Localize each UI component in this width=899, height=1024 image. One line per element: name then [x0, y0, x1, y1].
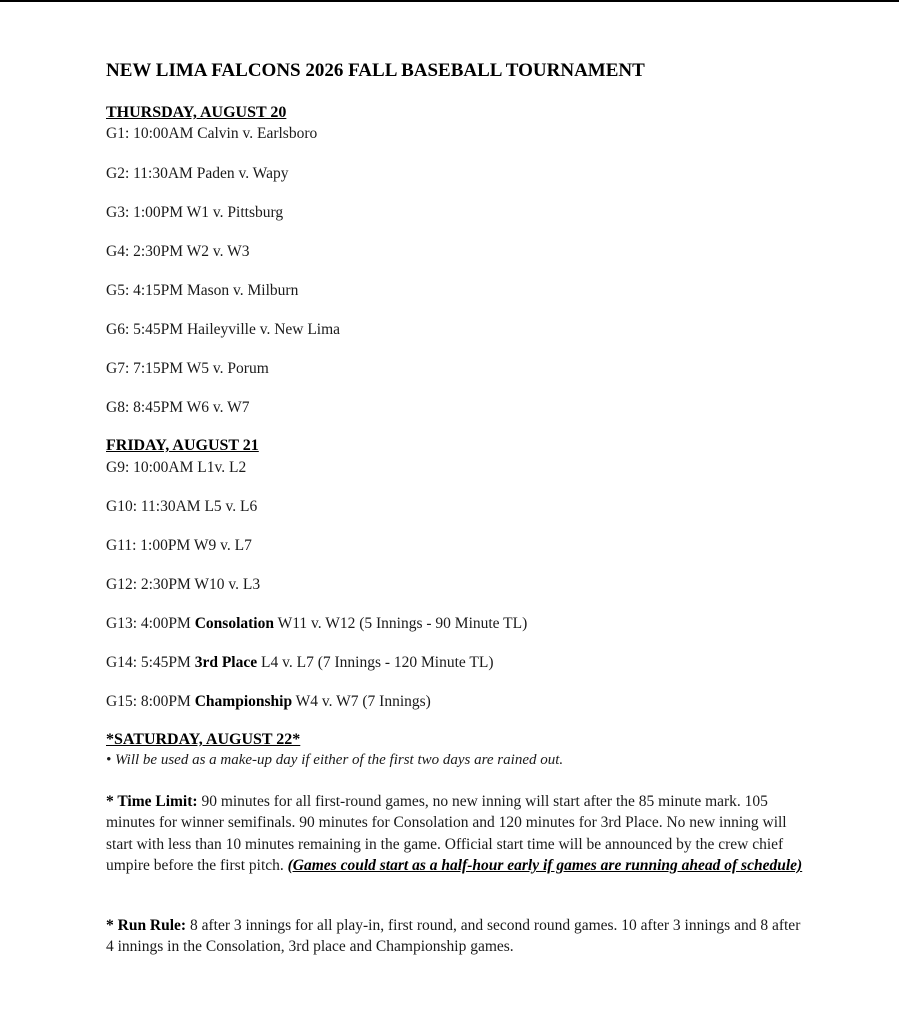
game-g6: G6: 5:45PM Haileyville v. New Lima: [106, 321, 341, 338]
run-rule-label: * Run Rule:: [106, 917, 187, 934]
page-title: NEW LIMA FALCONS 2026 FALL BASEBALL TOURNAMENT: [106, 60, 645, 81]
time-limit-emphasis: (Games could start as a half-hour early if games are running ahead of schedule): [287, 856, 803, 874]
game-g14: [106, 653, 494, 673]
game-g14-time: G14: 5:45PM: [106, 654, 195, 671]
game-g15-time: G15: 8:00PM: [106, 693, 195, 710]
game-g15-label: Championship: [194, 693, 293, 710]
run-rule-paragraph: [106, 915, 806, 958]
game-g14-label: 3rd Place: [194, 654, 258, 671]
game-g14-matchup: L4 v. L7 (7 Innings - 120 Minute TL): [257, 654, 494, 671]
game-g8: G8: 8:45PM W6 v. W7: [106, 399, 250, 416]
game-g3: G3: 1:00PM W1 v. Pittsburg: [106, 204, 284, 221]
game-g1: G1: 10:00AM Calvin v. Earlsboro: [106, 125, 318, 142]
time-limit-label: * Time Limit:: [106, 793, 198, 810]
game-g13: [106, 614, 527, 634]
game-g4: G4: 2:30PM W2 v. W3: [106, 243, 250, 260]
time-limit-paragraph: [106, 791, 806, 876]
game-g11: G11: 1:00PM W9 v. L7: [106, 537, 252, 554]
game-g12: G12: 2:30PM W10 v. L3: [106, 576, 261, 593]
thursday-heading: THURSDAY, AUGUST 20: [106, 104, 287, 121]
game-g15-matchup: W4 v. W7 (7 Innings): [292, 693, 431, 710]
run-rule-text: 8 after 3 innings for all play-in, first round, and second round games. 10 after 3 innings and 8 after 4 innings in the Consolation, 3rd place and Championship games.: [106, 917, 801, 956]
game-g13-time: G13: 4:00PM: [106, 615, 195, 632]
saturday-heading: *SATURDAY, AUGUST 22*: [106, 731, 301, 748]
friday-heading: FRIDAY, AUGUST 21: [106, 437, 259, 454]
game-g2: G2: 11:30AM Paden v. Wapy: [106, 165, 289, 182]
game-g13-label: Consolation: [194, 615, 274, 632]
saturday-note: • Will be used as a make-up day if either of the first two days are rained out.: [106, 752, 564, 768]
top-border: [0, 0, 899, 2]
time-limit-text: 90 minutes for all first-round games, no new inning will start after the 85 minute mark. 105 minutes for winner semifinals. 90 minutes for Consolation and 120 minutes for 3rd Place. No new inning will start with less than 10 minutes remaining in the game. Official start time will be announced by the crew chief umpire before the first pitch.: [106, 793, 787, 874]
game-g9: G9: 10:00AM L1v. L2: [106, 459, 247, 476]
game-g7: G7: 7:15PM W5 v. Porum: [106, 360, 269, 377]
game-g13-matchup: W11 v. W12 (5 Innings - 90 Minute TL): [273, 615, 528, 632]
game-g10: G10: 11:30AM L5 v. L6: [106, 498, 258, 515]
game-g5: G5: 4:15PM Mason v. Milburn: [106, 282, 299, 299]
game-g15: [106, 692, 431, 712]
